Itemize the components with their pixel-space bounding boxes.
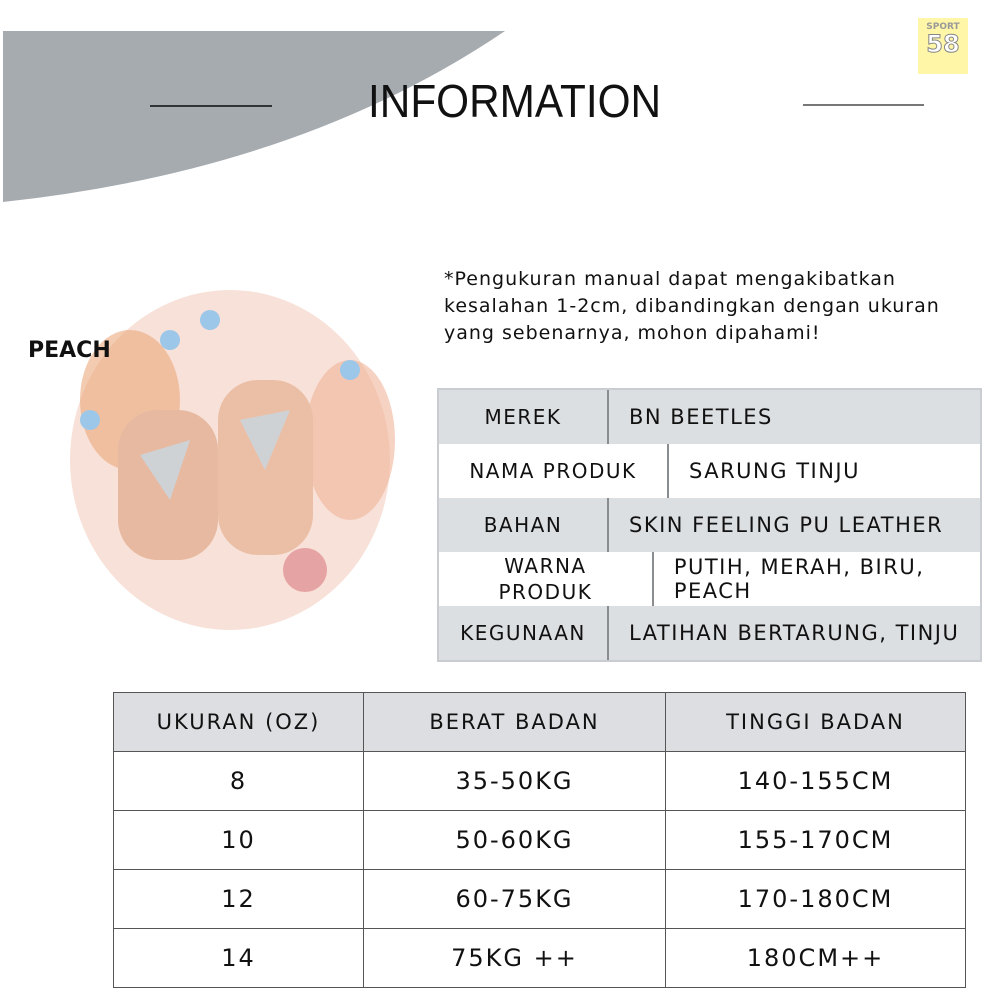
info-value: BN BEETLES xyxy=(629,405,773,429)
cell: 140-155CM xyxy=(666,752,966,811)
cell: 14 xyxy=(114,929,364,988)
cell: 60-75KG xyxy=(364,870,666,929)
size-row xyxy=(114,752,966,811)
color-label: PEACH xyxy=(28,338,111,363)
cell: 12 xyxy=(114,870,364,929)
cell: 155-170CM xyxy=(666,811,966,870)
info-key: BAHAN xyxy=(439,498,609,552)
info-value: SKIN FEELING PU LEATHER xyxy=(629,513,944,537)
title-left-rule xyxy=(150,105,272,107)
header-cell: UKURAN (OZ) xyxy=(114,693,364,752)
page-title: INFORMATION xyxy=(368,75,662,127)
info-value: SARUNG TINJU xyxy=(689,459,860,483)
size-row xyxy=(114,929,966,988)
info-value: LATIHAN BERTARUNG, TINJU xyxy=(629,621,960,645)
brand-logo: SPORT 58 xyxy=(918,18,968,74)
header-cell: TINGGI BADAN xyxy=(666,693,966,752)
info-row xyxy=(439,606,980,660)
header-cell: BERAT BADAN xyxy=(364,693,666,752)
cell: 8 xyxy=(114,752,364,811)
size-header-row xyxy=(114,693,966,752)
info-key: NAMA PRODUK xyxy=(439,444,669,498)
info-row xyxy=(439,444,980,498)
info-key: KEGUNAAN xyxy=(439,606,609,660)
cell: 50-60KG xyxy=(364,811,666,870)
measurement-note: *Pengukuran manual dapat mengakibatkan kesalahan 1-2cm, dibandingkan dengan ukuran yang sebenarnya, mohon dipahami! xyxy=(444,268,940,344)
info-row xyxy=(439,390,980,444)
title-right-rule xyxy=(803,104,924,106)
info-key: WARNA PRODUK xyxy=(439,552,654,606)
size-row xyxy=(114,870,966,929)
cell: 170-180CM xyxy=(666,870,966,929)
info-key: MEREK xyxy=(439,390,609,444)
size-chart-table xyxy=(113,692,966,988)
info-row xyxy=(439,498,980,552)
cell: 180CM++ xyxy=(666,929,966,988)
info-value: PUTIH, MERAH, BIRU, PEACH xyxy=(673,555,925,603)
product-image xyxy=(60,270,400,640)
cell: 10 xyxy=(114,811,364,870)
info-row xyxy=(439,552,980,606)
size-row xyxy=(114,811,966,870)
product-info-table xyxy=(437,388,982,662)
cell: 75KG ++ xyxy=(364,929,666,988)
cell: 35-50KG xyxy=(364,752,666,811)
